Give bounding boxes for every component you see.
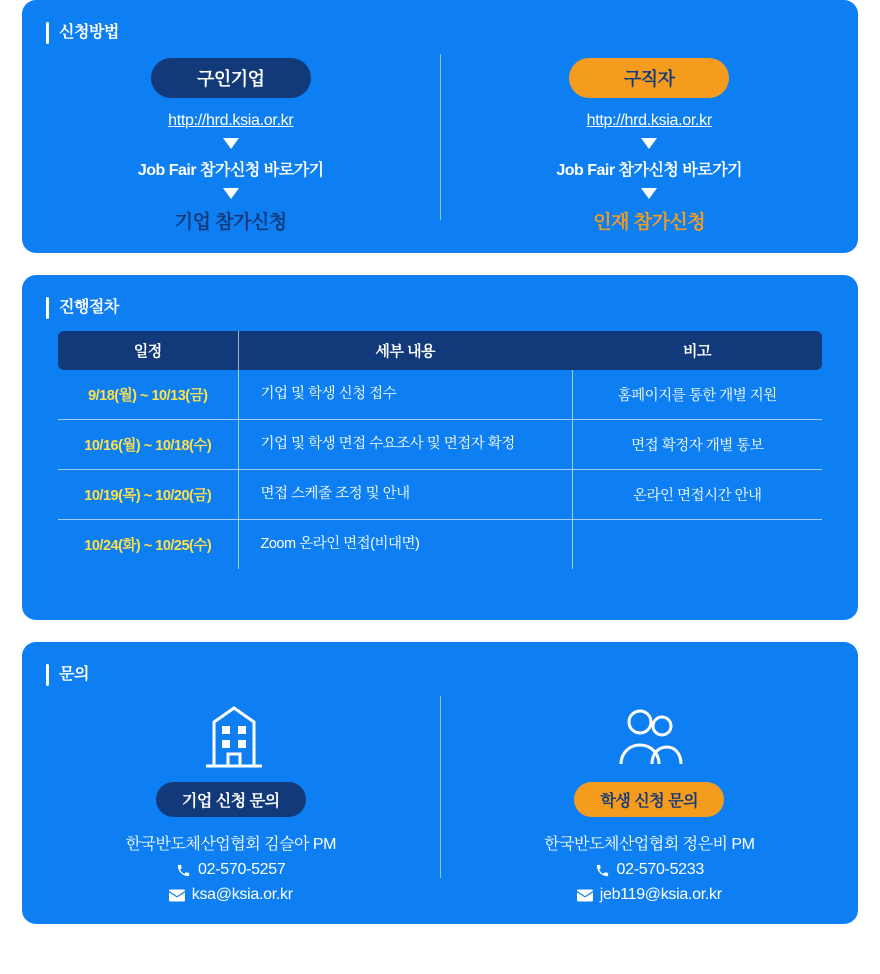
company-email[interactable]: ksa@ksia.or.kr xyxy=(191,886,293,903)
header-detail: 세부 내용 xyxy=(238,331,572,370)
phone-icon xyxy=(176,863,191,878)
row-note: 온라인 면접시간 안내 xyxy=(572,470,822,520)
student-phone: 02-570-5233 xyxy=(616,861,704,878)
company-phone-line xyxy=(176,861,285,879)
arrow-down-icon xyxy=(223,138,239,149)
student-phone-line xyxy=(595,861,704,879)
row-date: 10/16(월) ~ 10/18(수) xyxy=(58,420,238,470)
table-row xyxy=(58,520,822,570)
student-contact-name: 한국반도체산업협회 정은비 PM xyxy=(544,836,755,853)
row-date: 10/19(목) ~ 10/20(금) xyxy=(58,470,238,520)
header-schedule: 일정 xyxy=(58,331,238,370)
email-icon xyxy=(169,889,185,902)
apply-method-card xyxy=(22,0,858,253)
row-note xyxy=(572,520,822,570)
student-email-line xyxy=(577,886,722,904)
apply-column-employer xyxy=(22,48,440,238)
jobseeker-final-label: 인재 참가신청 xyxy=(593,212,706,233)
contact-columns xyxy=(22,690,858,908)
process-table xyxy=(58,331,822,569)
building-icon xyxy=(194,696,268,768)
company-email-line xyxy=(169,886,293,904)
phone-icon xyxy=(595,863,610,878)
contact-section-heading xyxy=(46,664,89,686)
header-note: 비고 xyxy=(572,331,822,370)
employer-final-label: 기업 참가신청 xyxy=(174,212,287,233)
apply-section-heading xyxy=(46,22,119,44)
heading-accent-bar xyxy=(46,22,49,44)
process-card xyxy=(22,275,858,620)
student-contact-pill: 학생 신청 문의 xyxy=(574,782,724,817)
row-detail: 면접 스케줄 조정 및 안내 xyxy=(238,470,572,520)
process-section-heading xyxy=(46,297,119,319)
process-table-body xyxy=(58,370,822,569)
company-contact-name: 한국반도체산업협회 김슬아 PM xyxy=(125,836,336,853)
row-detail: 기업 및 학생 신청 접수 xyxy=(238,370,572,420)
table-header-row xyxy=(58,331,822,370)
contact-column-company xyxy=(22,690,440,908)
arrow-down-icon xyxy=(641,138,657,149)
arrow-down-icon xyxy=(641,188,657,199)
company-phone: 02-570-5257 xyxy=(198,861,286,878)
heading-accent-bar xyxy=(46,664,49,686)
process-table-head xyxy=(58,331,822,370)
arrow-down-icon xyxy=(223,188,239,199)
table-row xyxy=(58,370,822,420)
jobseeker-pill: 구직자 xyxy=(569,58,729,98)
jobseeker-step-label: Job Fair 참가신청 바로가기 xyxy=(556,162,743,179)
contact-card xyxy=(22,642,858,924)
email-icon xyxy=(577,889,593,902)
row-date: 9/18(월) ~ 10/13(금) xyxy=(58,370,238,420)
row-note: 면접 확정자 개별 통보 xyxy=(572,420,822,470)
heading-accent-bar xyxy=(46,297,49,319)
row-detail: Zoom 온라인 면접(비대면) xyxy=(238,520,572,570)
table-row xyxy=(58,470,822,520)
row-detail: 기업 및 학생 면접 수요조사 및 면접자 확정 xyxy=(238,420,572,470)
employer-url-link[interactable]: http://hrd.ksia.or.kr xyxy=(168,112,294,129)
apply-column-jobseeker xyxy=(441,48,859,238)
people-icon xyxy=(610,696,688,768)
row-date: 10/24(화) ~ 10/25(수) xyxy=(58,520,238,570)
apply-columns xyxy=(22,48,858,238)
employer-step-label: Job Fair 참가신청 바로가기 xyxy=(137,162,324,179)
jobseeker-url-link[interactable]: http://hrd.ksia.or.kr xyxy=(586,112,712,129)
apply-section-title: 신청방법 xyxy=(59,24,119,41)
student-email[interactable]: jeb119@ksia.or.kr xyxy=(599,886,722,903)
contact-column-student xyxy=(441,690,859,908)
contact-section-title: 문의 xyxy=(59,666,89,683)
table-row xyxy=(58,420,822,470)
process-section-title: 진행절차 xyxy=(59,299,119,316)
process-table-wrapper xyxy=(58,331,822,569)
row-note: 홈페이지를 통한 개별 지원 xyxy=(572,370,822,420)
employer-pill: 구인기업 xyxy=(151,58,311,98)
company-contact-pill: 기업 신청 문의 xyxy=(156,782,306,817)
